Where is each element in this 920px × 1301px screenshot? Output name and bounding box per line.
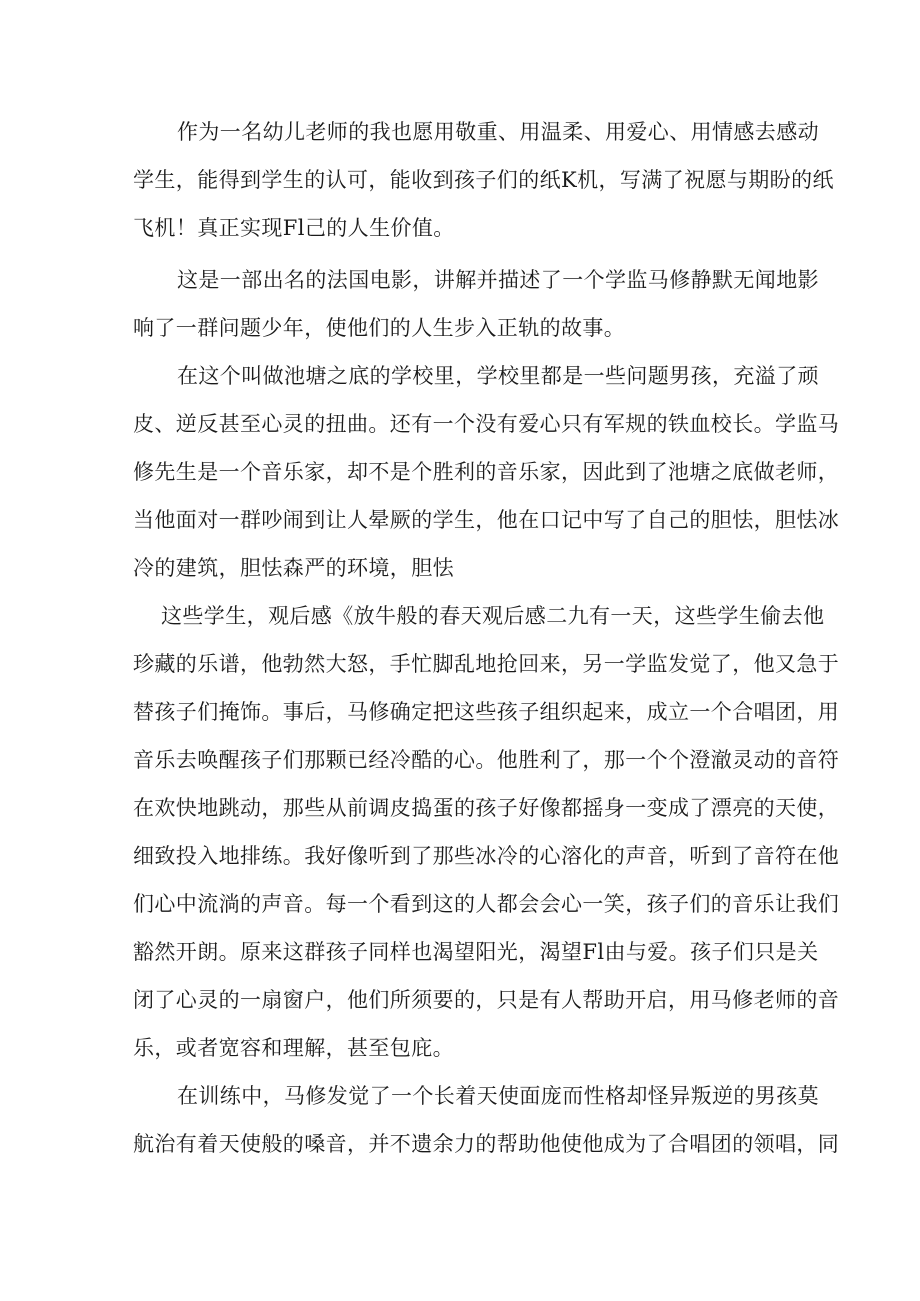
paragraph-line: 们心中流淌的声音。每一个看到这的人都会会心一笑，孩子们的音乐让我们 <box>133 892 840 916</box>
paragraph-line: 响了一群问题少年，使他们的人生步入正轨的故事。 <box>133 316 626 340</box>
paragraph-line: 这是一部出名的法国电影，讲解并描述了一个学监马修静默无闻地影 <box>177 268 819 292</box>
paragraph-line: 在这个叫做池塘之底的学校里，学校里都是一些问题男孩，充溢了顽 <box>177 364 819 388</box>
paragraph-line: 这些学生，观后感《放牛般的春天观后感二九有一天，这些学生偷去他 <box>161 604 825 628</box>
paragraph-line: 作为一名幼儿老师的我也愿用敬重、用温柔、用爱心、用情感去感动 <box>177 120 819 144</box>
paragraph-line: 在训练中，马修发觉了一个长着天使面庞而性格却怪异叛逆的男孩莫 <box>177 1084 819 1108</box>
paragraph-line: 豁然开朗。原来这群孩子同样也渴望阳光，渴望Fl由与爱。孩子们只是关 <box>133 940 819 964</box>
paragraph-line: 当他面对一群吵闹到让人晕厥的学生，他在口记中写了自己的胆怯，胆怯冰 <box>133 508 840 532</box>
paragraph-line: 航治有着天使般的嗓音，并不遗余力的帮助他使他成为了合唱团的领唱，同 <box>133 1132 840 1156</box>
paragraph-line: 珍藏的乐谱，他勃然大怒，手忙脚乱地抢回来，另一学监发觉了，他又急于 <box>133 652 840 676</box>
paragraph-line: 细致投入地排练。我好像听到了那些冰冷的心溶化的声音，听到了音符在他 <box>133 844 840 868</box>
paragraph-line: 音乐去唤醒孩子们那颗已经冷酷的心。他胜利了，那一个个澄澈灵动的音符 <box>133 748 840 772</box>
paragraph-line: 闭了心灵的一扇窗户，他们所须要的，只是有人帮助开启，用马修老师的音 <box>133 988 840 1012</box>
paragraph-line: 修先生是一个音乐家，却不是个胜利的音乐家，因此到了池塘之底做老师， <box>133 460 840 484</box>
paragraph-line: 冷的建筑，胆怯森严的环境，胆怯 <box>133 556 454 580</box>
paragraph-line: 飞机！真正实现Fl己的人生价值。 <box>133 216 455 240</box>
paragraph-line: 学生，能得到学生的认可，能收到孩子们的纸K机，写满了祝愿与期盼的纸 <box>133 168 834 192</box>
paragraph-line: 在欢快地跳动，那些从前调皮捣蛋的孩子好像都摇身一变成了漂亮的天使， <box>133 796 840 820</box>
paragraph-line: 替孩子们掩饰。事后，马修确定把这些孩子组织起来，成立一个合唱团，用 <box>133 700 840 724</box>
paragraph-line: 皮、逆反甚至心灵的扭曲。还有一个没有爱心只有军规的铁血校长。学监马 <box>133 412 840 436</box>
paragraph-line: 乐，或者宽容和理解，甚至包庇。 <box>133 1036 454 1060</box>
